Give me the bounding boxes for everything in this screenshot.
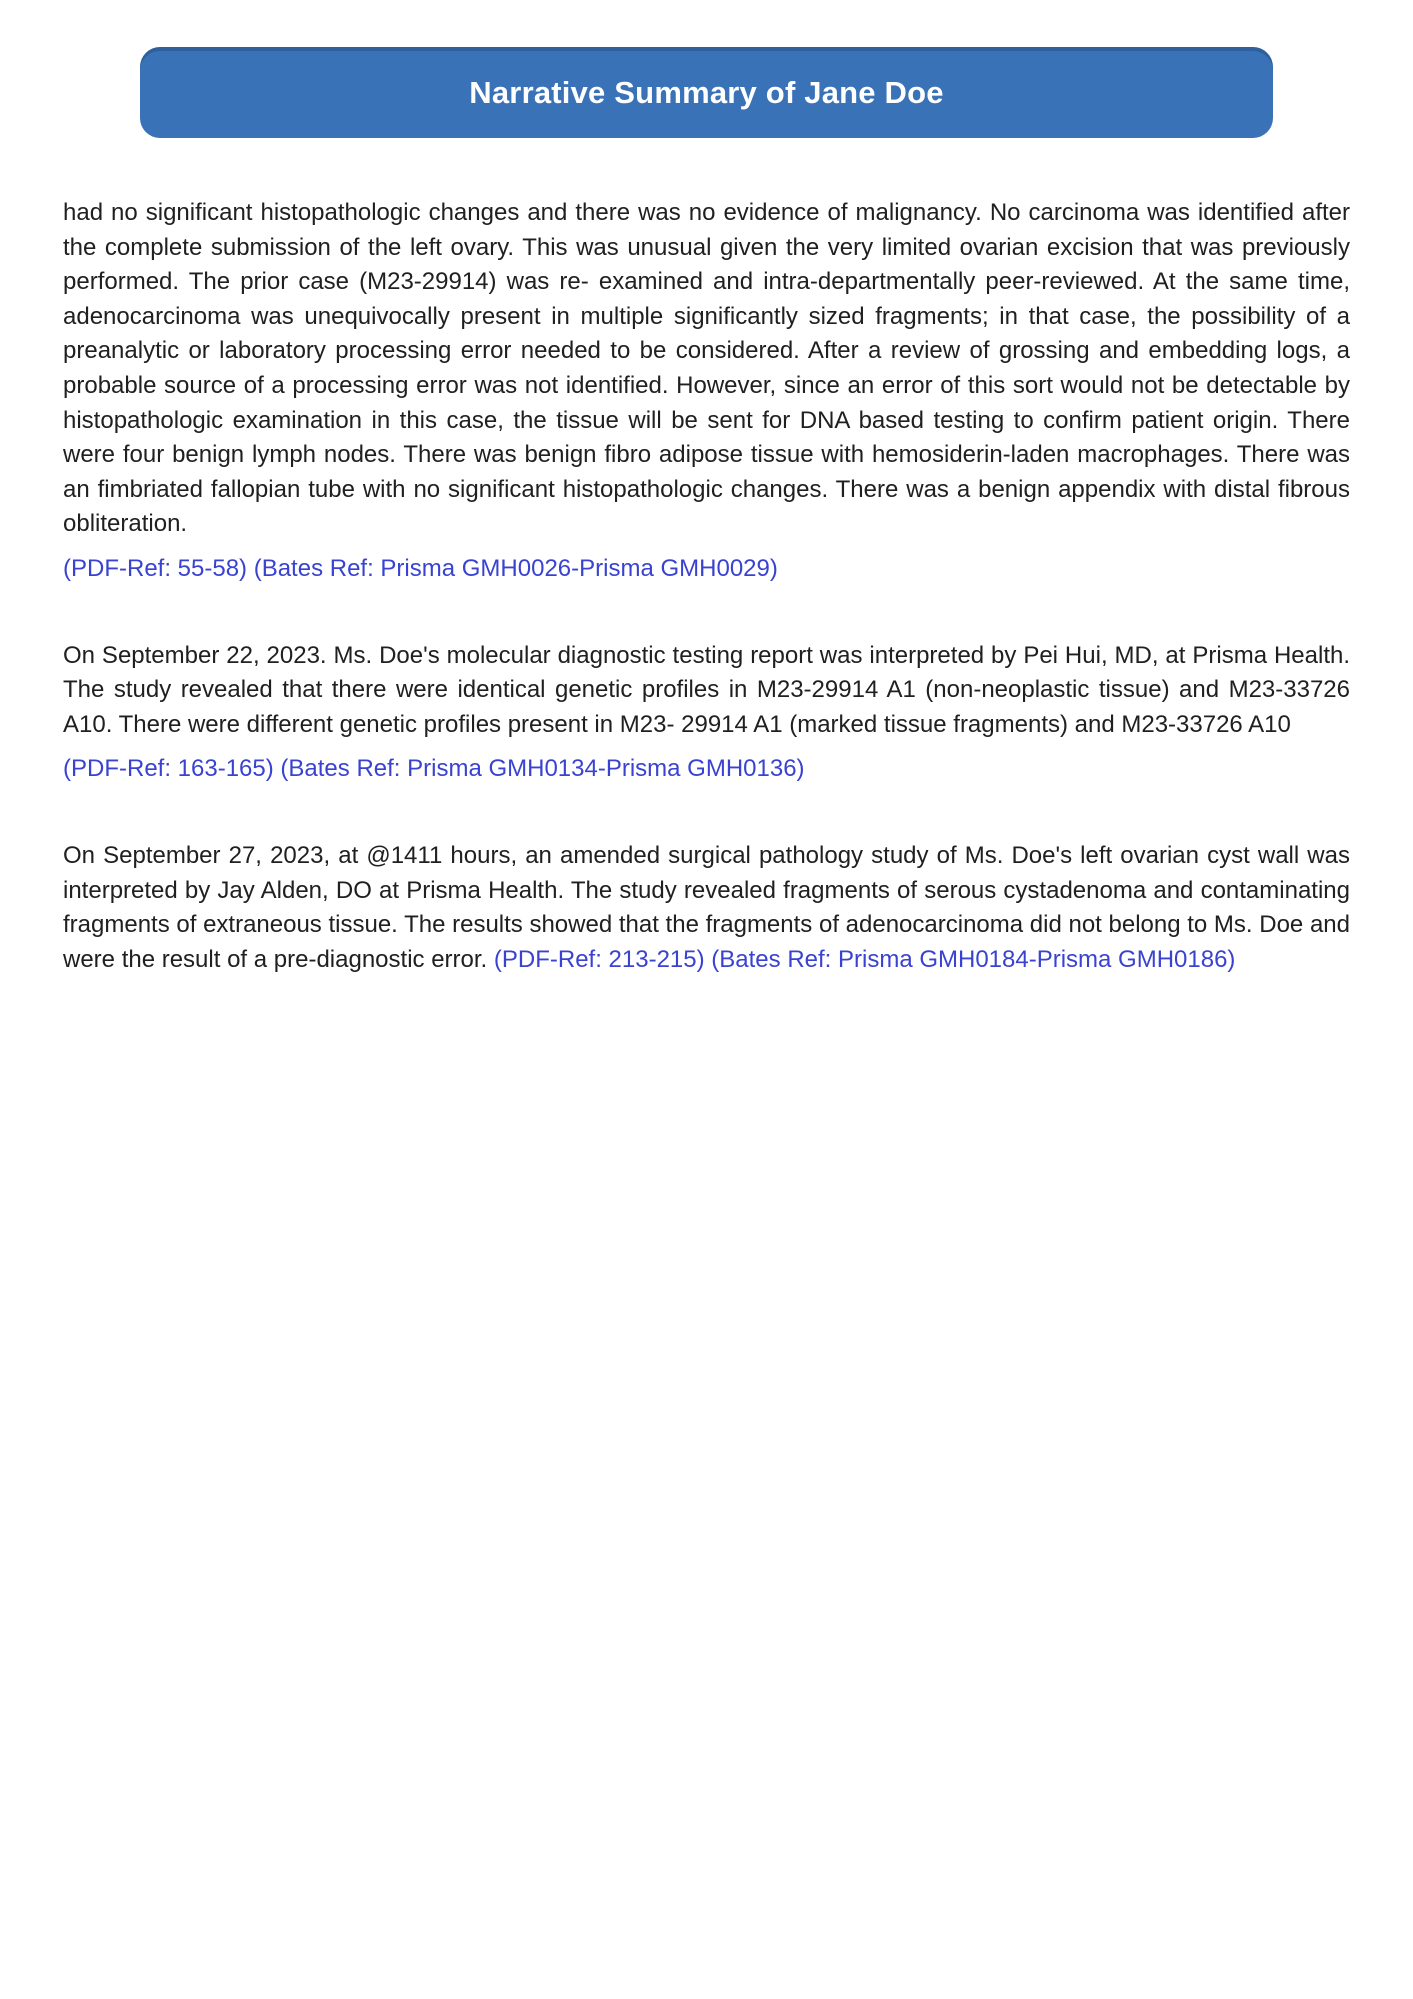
page-title: Narrative Summary of Jane Doe: [469, 74, 944, 110]
reference-link-1[interactable]: (PDF-Ref: 55-58) (Bates Ref: Prisma GMH0026-Prisma GMH0029): [63, 554, 778, 582]
narrative-content: [63, 196, 1350, 977]
summary-header-banner: [140, 47, 1273, 138]
reference-link-2[interactable]: (PDF-Ref: 163-165) (Bates Ref: Prisma GMH0134-Prisma GMH0136): [63, 755, 805, 783]
paragraph-pathology-review: had no significant histopathologic changes and there was no evidence of malignancy. No carcinoma was identified after the complete submission of the left ovary. This was unusual given the very limited ovarian excision that was previously performed. The prior case (M23-29914) was re- examined and intra-departmentally peer-reviewed. At the same time, adenocarcinoma was unequivocally present in multiple significantly sized fragments; in that case, the possibility of a preanalytic or laboratory processing error needed to be considered. After a review of grossing and embedding logs, a probable source of a processing error was not identified. However, since an error of this sort would not be detectable by histopathologic examination in this case, the tissue will be sent for DNA based testing to confirm patient origin. There were four benign lymph nodes. There was benign fibro adipose tissue with hemosiderin-laden macrophages. There was an fimbriated fallopian tube with no significant histopathologic changes. There was a benign appendix with distal fibrous obliteration.: [63, 199, 1350, 538]
paragraph-molecular-testing: On September 22, 2023. Ms. Doe's molecular diagnostic testing report was interpreted by Pei Hui, MD, at Prisma Health. The study revealed that there were identical genetic profiles in M23-29914 A1 (non-neoplastic tissue) and M23-33726 A10. There were different genetic profiles present in M23- 29914 A1 (marked tissue fragments) and M23-33726 A10: [63, 641, 1350, 738]
paragraph-amended-study-text: On September 27, 2023, at @1411 hours, an amended surgical pathology study of Ms. Doe's left ovarian cyst wall was interpreted by Jay Alden, DO at Prisma Health. The study revealed fragments of serous cystadenoma and contaminating fragments of extraneous tissue. The results showed that the fragments of adenocarcinoma did not belong to Ms. Doe and were the result of a pre-diagnostic error.: [63, 841, 1350, 973]
paragraph-amended-study: [63, 839, 1350, 977]
reference-link-3[interactable]: (PDF-Ref: 213-215) (Bates Ref: Prisma GMH0184-Prisma GMH0186): [493, 945, 1236, 973]
